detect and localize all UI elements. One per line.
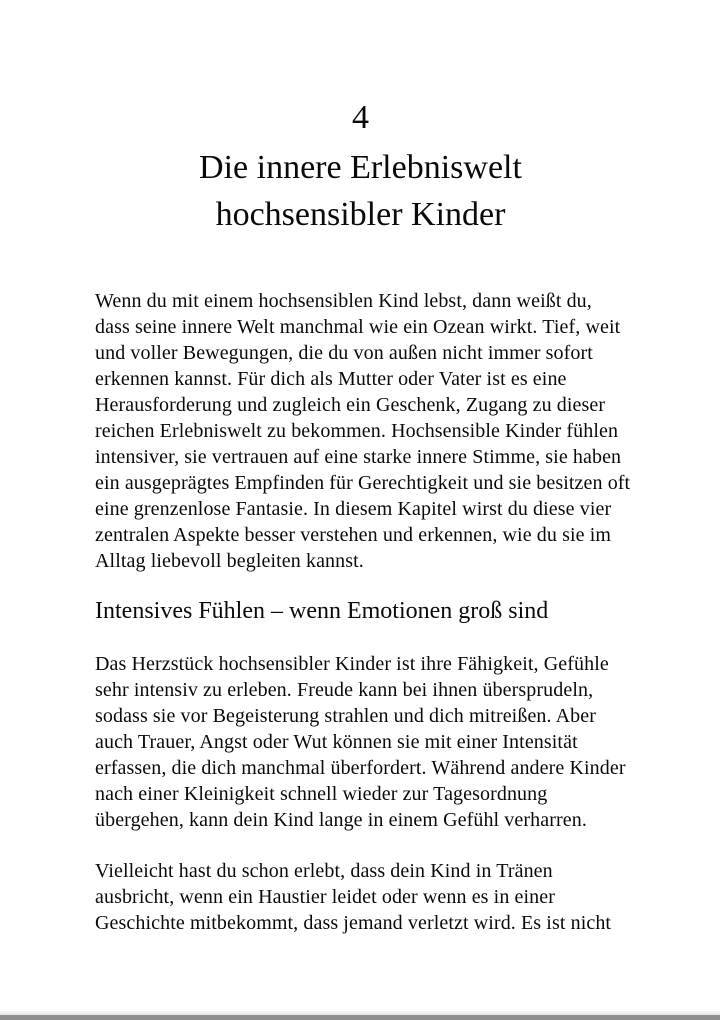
- chapter-number: 4: [352, 99, 369, 136]
- chapter-title: [93, 144, 628, 238]
- text-column: [95, 288, 631, 936]
- bottom-window-border: [0, 1010, 720, 1020]
- section-heading: Intensives Fühlen – wenn Emotionen groß sind: [95, 598, 549, 624]
- bottom-border-line: [0, 1015, 720, 1020]
- section-paragraph-1: Das Herzstück hochsensibler Kinder ist ihre Fähigkeit, Gefühle sehr intensiv zu erleben. Freude kann bei ihnen übersprudeln, sodass sie vor Begeisterung strahlen und dich mitreißen. Aber auch Trauer, Angst oder Wut können sie mit einer Intensität erfassen, die dich manchmal überfordert. Während andere Kinder nach einer Kleinigkeit schnell wieder zur Tagesordnung übergehen, kann dein Kind lange in einem Gefühl verharren.: [95, 653, 626, 831]
- chapter-title-line-2: hochsensibler Kinder: [215, 196, 506, 233]
- chapter-title-line-1: Die innere Erlebniswelt: [199, 149, 522, 186]
- section-paragraph-2: Vielleicht hast du schon erlebt, dass dein Kind in Tränen ausbricht, wenn ein Haustier leidet oder wenn es in einer Geschichte mitbekommt, dass jemand verletzt wird. Es ist nicht: [95, 860, 612, 934]
- intro-paragraph: Wenn du mit einem hochsensiblen Kind lebst, dann weißt du, dass seine innere Welt manchmal wie ein Ozean wirkt. Tief, weit und voller Bewegungen, die du von außen nicht immer sofort erkennen kannst. Für dich als Mutter oder Vater ist es eine Herausforderung und zugleich ein Geschenk, Zugang zu dieser reichen Erlebniswelt zu bekommen. Hochsensible Kinder fühlen intensiver, sie vertrauen auf eine starke innere Stimme, sie haben ein ausgeprägtes Empfinden für Gerechtigkeit und sie besitzen oft eine grenzenlose Fantasie. In diesem Kapitel wirst du diese vier zentralen Aspekte besser verstehen und erkennen, wie du sie im Alltag liebevoll begleiten kannst.: [95, 290, 631, 572]
